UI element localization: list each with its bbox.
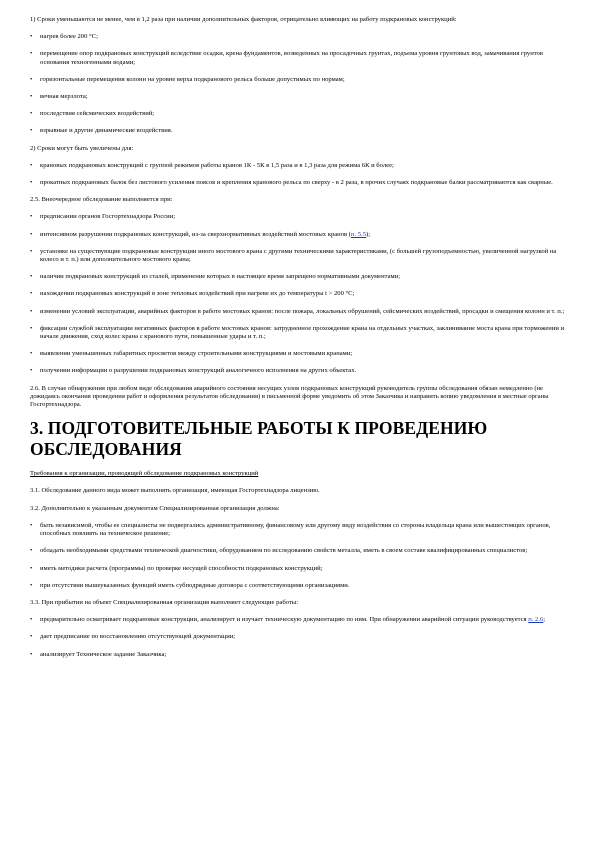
list-item: • установке на существующие подкрановые конструкции иного мостового крана с другими техническими характеристиками, (с большей грузоподъемностью, увеличенной нагрузкой на колесо и т. п.) или дополнительного мостового крана; (30, 247, 557, 264)
list-item: • получении информации о разрушении подкрановых конструкций аналогичного исполнения на других объектах. (30, 367, 357, 375)
list-item: • крановых подкрановых конструкций с группой режимов работы кранов 1К - 5К в 1,5 раза и в 1,3 раза для режима 6К и более; (30, 161, 394, 169)
list-item: • выявлении уменьшенных габаритных просветов между строительными конструкциями и мостовыми кранами; (30, 350, 353, 358)
list-item: • нахождении подкрановых конструкций в зоне тепловых воздействий при нагреве их до температуры t > 200 °С; (30, 290, 355, 298)
list-item: • наличии подкрановых конструкций из сталей, применение которых в настоящее время запрещено нормативными документами; (30, 273, 401, 281)
list-item: • обладать необходимыми средствами технической диагностики, оборудованием по исследованию свойств металла, иметь в своем составе квалифицированных специалистов; (30, 547, 528, 555)
list-item: • изменении условий эксплуатации, аварийных факторов в работе мостовых кранов: после пожара, локальных обрушений, сейсмических воздействий, просадки и смещения колонн и т. п.; (30, 307, 565, 315)
list-item: • горизонтальные перемещения колонн на уровне верха подкранового рельса больше допустимых по нормам; (30, 75, 345, 83)
paragraph: 3.2. Дополнительно к указанным документам Специализированная организация должна: (30, 504, 280, 512)
list-item: • перемещение опор подкрановых конструкций вследствие осадки, крена фундаментов, возведенных на просадочных грунтах, подъема уровня грунтовых вод, замачивания грунтов основания техногенными водами; (30, 50, 543, 66)
list-item: • последствия сейсмических воздействий; (30, 110, 155, 118)
link-p-5-5[interactable]: п. 5.5 (350, 230, 367, 238)
section-heading: 3. ПОДГОТОВИТЕЛЬНЫЕ РАБОТЫ К ПРОВЕДЕНИЮ ОБСЛЕДОВАНИЯ (30, 418, 488, 460)
list-item: • быть независимой, чтобы ее специалисты не подвергались административному, финансовому или другому виду воздействия со стороны владельца крана или вышестоящих органов, способных повлиять на техническое решение; (30, 521, 551, 538)
list-item: • анализирует Техническое задание Заказчика; (30, 650, 167, 658)
paragraph: 2.6. В случае обнаружения при любом виде обследования аварийного состояния несущих узлов подкрановых конструкций руководитель группы обследования обязан немедленно (не дожидаясь окончания проведения работ и оформления результатов обследования) в письменной форме уведомить об этом Заказчика и направить копию уведомления в местные органы Госгортехнадзора. (30, 384, 549, 409)
list-item: • предписании органов Госгортехнадзора России; (30, 213, 176, 221)
list-item: • нагрев более 200 °С; (30, 33, 98, 41)
paragraph: 2.5. Внеочередное обследование выполняется при: (30, 196, 173, 204)
list-item: • дает предписание по восстановлению отсутствующей документации; (30, 633, 236, 641)
list-item: • вечная мерзлота; (30, 93, 88, 101)
subheading: Требования к организации, проводящей обследование подкрановых конструкций (30, 470, 259, 478)
paragraph: 3.3. При прибытии на объект Специализированная организация выполняет следующие работы: (30, 598, 299, 606)
list-item: • фиксации службой эксплуатации негативных факторов в работе мостовых кранов: затрудненное прохождение крана на отдельных участках, заклинивание моста крана при торможении и начале движения, сход колес крана с кранового пути, повышенные удары и т. п.; (30, 324, 565, 341)
link-p-2-6[interactable]: п. 2.6 (528, 616, 544, 624)
paragraph: 2) Сроки могут быть увеличены для: (30, 144, 134, 152)
paragraph: 3.1. Обследование данного вида может выполнять организация, имеющая Госгортехнадзора лицензию. (30, 487, 320, 495)
list-item: • предварительно осматривает подкрановые конструкции, анализирует и изучает техническую документацию по ним. При обнаружении аварийной ситуации руководствуется п. 2.6; (30, 616, 546, 624)
list-item: • взрывные и другие динамические воздействия. (30, 127, 173, 135)
list-item: • прокатных подкрановых балок без листового усиления поясов и крепления кранового рельса по сверху - в 2 раза, в прочих случаях подкрановые балки рассматриваются как сварные. (30, 179, 553, 187)
list-item: • иметь методики расчета (программы) по проверке несущей способности подкрановых конструкций; (30, 564, 323, 572)
list-item: • интенсивном разрушении подкрановых конструкций, из-за сверхнормативных воздействий мостовых кранов (п. 5.5); (30, 230, 371, 238)
paragraph: 1) Сроки уменьшаются не менее, чем в 1,2 раза при наличии дополнительных факторов, отрицательно влияющих на работу подкрановых конструкций: (30, 16, 457, 23)
list-item: • при отсутствии вышеуказанных функций иметь субподрядные договора с соответствующими организациями. (30, 581, 350, 589)
